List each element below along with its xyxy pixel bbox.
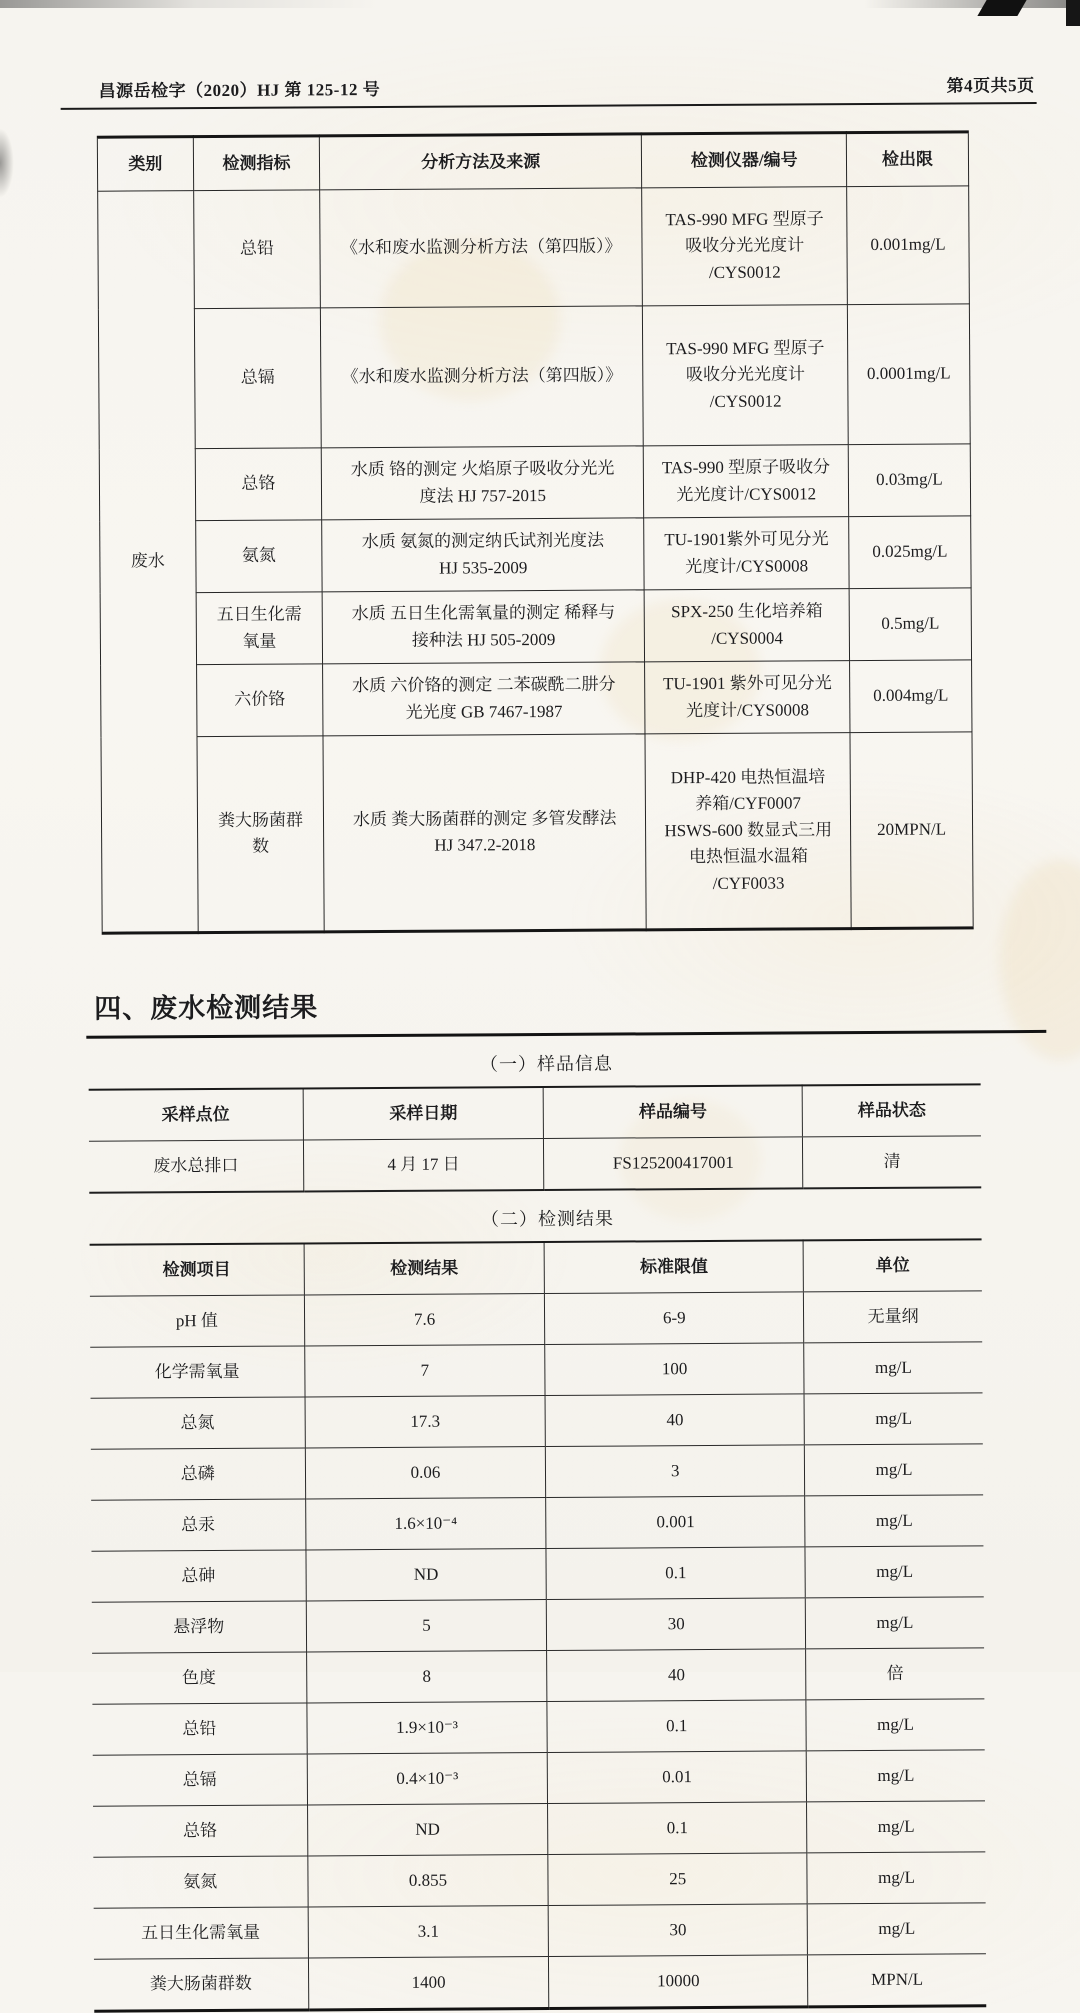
unit-cell: mg/L [806,1699,985,1751]
unit-cell: mg/L [807,1903,986,1955]
indicator-cell: 总镉 [194,308,321,449]
result-cell: 5 [306,1599,547,1651]
method-table-header-row [97,132,968,191]
header-standard-limit: 标准限值 [544,1240,803,1293]
item-cell: pH 值 [90,1295,304,1347]
unit-cell: MPN/L [808,1954,987,2007]
limit-cell: 0.1 [548,1802,807,1855]
sample-info-caption: （一）样品信息 [479,1053,614,1075]
sample-status-cell: 清 [803,1136,982,1189]
document-number: 昌源岳检字（2020）HJ 第 125-12 号 [98,79,381,101]
header-category: 类别 [97,137,193,192]
limit-cell: 3 [546,1445,805,1498]
unit-cell: 无量纲 [803,1291,982,1343]
indicator-cell: 五日生化需 氧量 [196,592,323,665]
table-row [99,444,970,521]
table-row [92,1597,984,1653]
item-cell: 总铅 [92,1703,306,1755]
sample-info-header-row [89,1084,981,1141]
sampling-point-cell: 废水总排口 [89,1140,303,1193]
instrument-cell: TAS-990 型原子吸收分 光光度计/CYS0012 [644,445,849,518]
table-row [90,1291,982,1347]
method-cell: 水质 氨氮的测定纳氏试剂光度法 HJ 535-2009 [322,518,645,592]
indicator-cell: 总铅 [193,190,320,309]
method-table [97,130,974,934]
result-cell: ND [307,1803,548,1855]
limit-cell: 0.01 [548,1751,807,1804]
table-row [100,588,971,665]
header-sampling-point: 采样点位 [89,1088,303,1141]
unit-cell: mg/L [804,1393,983,1445]
page-header [98,71,1034,102]
method-cell: 《水和废水监测分析方法（第四版）》 [320,306,643,448]
table-row [94,1954,986,2011]
header-indicator: 检测指标 [193,136,320,191]
limit-cell: 0.004mg/L [850,660,972,733]
item-cell: 总铬 [93,1805,307,1857]
result-cell: 3.1 [308,1905,549,1957]
sample-info-table [89,1083,982,1193]
indicator-cell: 氨氮 [195,520,322,593]
item-cell: 粪大肠菌群数 [94,1958,308,2011]
header-test-item: 检测项目 [90,1243,304,1296]
table-row [91,1393,983,1449]
results-caption: （二）检测结果 [480,1208,615,1230]
item-cell: 色度 [92,1652,306,1704]
result-cell: 0.4×10⁻³ [307,1752,548,1804]
limit-cell: 25 [548,1853,807,1906]
header-sample-number: 样品编号 [544,1085,803,1138]
unit-cell: mg/L [805,1597,984,1649]
limit-cell: 0.001 [546,1496,805,1549]
limit-cell: 0.0001mg/L [847,304,970,445]
result-cell: 1400 [308,1956,549,2009]
table-row [89,1136,981,1193]
table-row [93,1750,985,1806]
result-cell: 7.6 [304,1293,545,1345]
method-cell: 水质 铬的测定 火焰原子吸收分光光 度法 HJ 757-2015 [321,446,644,520]
item-cell: 总砷 [91,1550,305,1602]
header-sample-status: 样品状态 [802,1084,981,1137]
limit-cell: 100 [545,1343,804,1396]
unit-cell: mg/L [804,1444,983,1496]
sample-number-cell: FS125200417001 [544,1137,803,1190]
limit-cell: 40 [547,1649,806,1702]
result-cell: 0.06 [305,1446,546,1498]
indicator-cell: 六价铬 [196,664,323,737]
table-row [91,1444,983,1500]
limit-cell: 40 [545,1394,804,1447]
table-row [100,516,971,593]
results-table [90,1238,987,2012]
limit-cell: 0.5mg/L [849,588,971,661]
result-cell: ND [306,1548,547,1600]
table-row [90,1342,982,1398]
method-cell: 水质 粪大肠菌群的测定 多管发酵法 HJ 347.2-2018 [323,734,646,932]
table-row [98,304,970,449]
item-cell: 总镉 [93,1754,307,1806]
limit-cell: 10000 [549,1955,808,2009]
method-cell: 水质 六价铬的测定 二苯碳酰二肼分 光光度 GB 7467-1987 [323,662,646,736]
table-row [91,1495,983,1551]
results-header-row [90,1239,982,1296]
item-cell: 总磷 [91,1448,305,1500]
result-cell: 17.3 [305,1395,546,1447]
table-row [92,1699,984,1755]
instrument-cell: TAS-990 MFG 型原子 吸收分光光度计 /CYS0012 [642,187,847,306]
method-cell: 《水和废水监测分析方法（第四版）》 [320,188,643,308]
result-cell: 1.6×10⁻⁴ [305,1497,546,1549]
unit-cell: mg/L [806,1750,985,1802]
item-cell: 悬浮物 [92,1601,306,1653]
item-cell: 氨氮 [93,1856,307,1908]
table-row [101,732,973,933]
section-rule [86,1030,1046,1039]
header-sampling-date: 采样日期 [303,1087,544,1140]
sampling-date-cell: 4 月 17 日 [303,1138,544,1191]
limit-cell: 0.001mg/L [847,186,970,305]
item-cell: 总汞 [91,1499,305,1551]
category-cell: 废水 [98,191,198,934]
unit-cell: mg/L [807,1852,986,1904]
limit-cell: 0.1 [546,1547,805,1600]
limit-cell: 30 [547,1598,806,1651]
instrument-cell: TU-1901 紫外可见分光 光度计/CYS0008 [645,661,850,734]
table-row [98,186,970,309]
header-test-result: 检测结果 [304,1242,545,1295]
unit-cell: mg/L [805,1495,984,1547]
header-detection-limit: 检出限 [846,132,968,187]
result-cell: 8 [306,1650,547,1702]
section-title: 四、废水检测结果 [94,992,319,1024]
result-cell: 1.9×10⁻³ [306,1701,547,1753]
table-row [92,1648,984,1704]
limit-cell: 0.025mg/L [849,516,971,589]
header-method: 分析方法及来源 [319,134,642,190]
item-cell: 化学需氧量 [90,1346,304,1398]
instrument-cell: TU-1901紫外可见分光 光度计/CYS0008 [644,517,849,590]
instrument-cell: TAS-990 MFG 型原子 吸收分光光度计 /CYS0012 [643,305,849,446]
unit-cell: mg/L [807,1801,986,1853]
page-number: 第4页共5页 [946,75,1035,96]
table-row [93,1852,985,1908]
header-rule [61,102,1037,110]
item-cell: 五日生化需氧量 [94,1907,308,1959]
table-row [94,1903,986,1959]
limit-cell: 0.03mg/L [848,444,970,517]
method-cell: 水质 五日生化需氧量的测定 稀释与 接种法 HJ 505-2009 [322,590,645,664]
unit-cell: mg/L [804,1342,983,1394]
unit-cell: mg/L [805,1546,984,1598]
unit-cell: 倍 [806,1648,985,1700]
result-cell: 7 [304,1344,545,1396]
limit-cell: 0.1 [547,1700,806,1753]
header-unit: 单位 [803,1239,982,1292]
limit-cell: 30 [549,1904,808,1957]
header-instrument: 检测仪器/编号 [642,133,847,188]
indicator-cell: 总铬 [195,448,322,521]
limit-cell: 20MPN/L [850,732,973,929]
indicator-cell: 粪大肠菌群 数 [197,736,324,933]
limit-cell: 6-9 [545,1292,804,1345]
table-row [93,1801,985,1857]
instrument-cell: SPX-250 生化培养箱 /CYS0004 [644,589,849,662]
table-row [101,660,972,737]
instrument-cell: DHP-420 电热恒温培 养箱/CYF0007 HSWS-600 数显式三用 电热恒温水温箱 /CYF0033 [645,733,851,930]
item-cell: 总氮 [91,1397,305,1449]
result-cell: 0.855 [307,1854,548,1906]
table-row [91,1546,983,1602]
